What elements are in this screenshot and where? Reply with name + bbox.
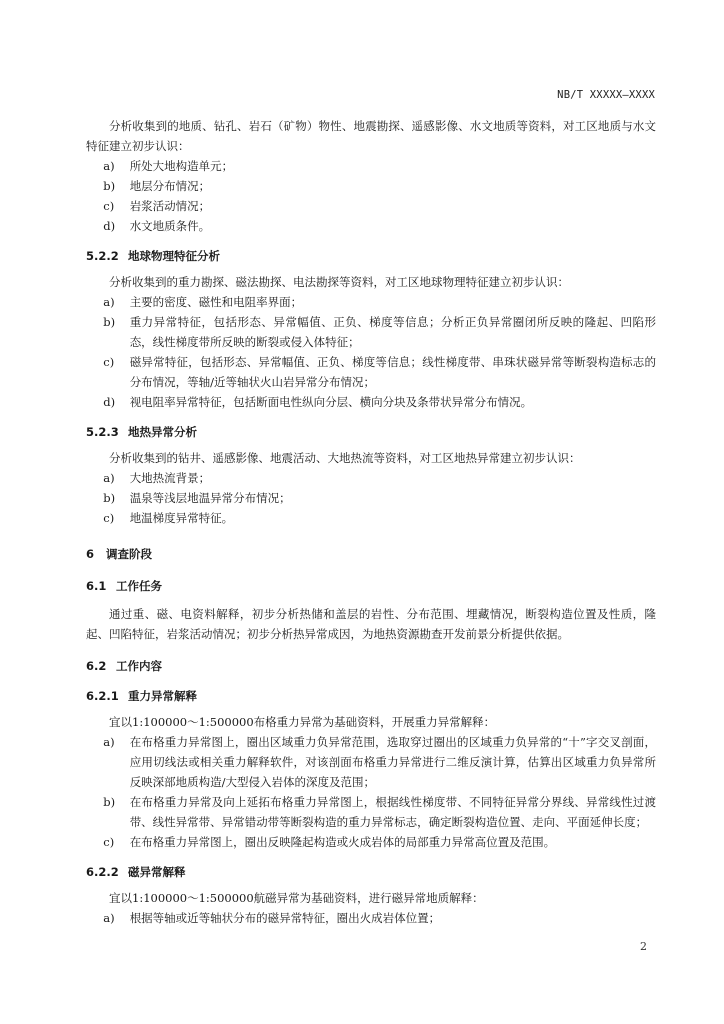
list-item-text: 岩浆活动情况； — [129, 199, 211, 213]
document-body — [86, 116, 656, 928]
section-title: 重力异常解释 — [128, 689, 197, 703]
chapter-number: 6 — [86, 547, 95, 561]
section-number: 6.1 — [86, 579, 107, 593]
item-list — [86, 292, 656, 412]
section-heading — [86, 686, 656, 706]
list-item — [103, 216, 656, 236]
item-list — [86, 732, 656, 852]
list-item-text: 地温梯度异常特征。 — [129, 511, 234, 525]
section-title: 工作任务 — [116, 579, 162, 593]
list-marker: a) — [103, 295, 115, 309]
section-title: 磁异常解释 — [128, 865, 186, 879]
list-item-text: 在布格重力异常及向上延拓布格重力异常图上，根据线性梯度带、不同特征异常分界线、异常线性过渡带、线性异常带、异常错动带等断裂构造的重力异常标志，确定断裂构造位置、走向、平面延伸长度； — [129, 795, 656, 829]
list-item — [103, 292, 656, 312]
section-number: 5.2.3 — [86, 425, 119, 439]
list-marker: a) — [103, 911, 115, 925]
standard-code: NB/T XXXXX—XXXX — [557, 89, 655, 101]
list-marker: d) — [103, 219, 116, 233]
section-heading — [86, 246, 656, 266]
section-5-2-1 — [86, 116, 656, 236]
list-item — [103, 792, 656, 832]
section-intro: 分析收集到的钻井、遥感影像、地震活动、大地热流等资料，对工区地热异常建立初步认识： — [109, 451, 581, 465]
section-number: 6.2.2 — [86, 865, 119, 879]
list-item — [103, 832, 656, 852]
list-item — [103, 312, 656, 352]
list-item-text: 温泉等浅层地温异常分布情况； — [129, 491, 291, 505]
section-number: 5.2.2 — [86, 249, 119, 263]
section-number: 6.2.1 — [86, 689, 119, 703]
list-item — [103, 176, 656, 196]
list-marker: b) — [103, 491, 116, 505]
section-heading — [86, 576, 656, 596]
list-marker: c) — [103, 511, 115, 525]
section-6-2-2 — [86, 862, 656, 928]
list-item-text: 重力异常特征，包括形态、异常幅值、正负、梯度等信息；分析正负异常圈闭所反映的隆起、凹陷形态，线性梯度带所反映的断裂或侵入体特征； — [129, 315, 656, 349]
section-text: 通过重、磁、电资料解释，初步分析热储和盖层的岩性、分布范围、埋藏情况，断裂构造位置及性质，隆起、凹陷特征，岩浆活动情况；初步分析热异常成因，为地热资源勘查开发前景分析提供依据。 — [86, 607, 656, 641]
item-list — [86, 468, 656, 528]
list-item-text: 视电阻率异常特征，包括断面电性纵向分层、横向分块及条带状异常分布情况。 — [129, 395, 533, 409]
list-marker: a) — [103, 159, 115, 173]
list-marker: a) — [103, 471, 115, 485]
list-item — [103, 468, 656, 488]
section-title: 工作内容 — [116, 659, 162, 673]
list-item — [103, 352, 656, 392]
item-list — [86, 908, 656, 928]
section-intro: 宜以1:100000～1:500000航磁异常为基础资料，进行磁异常地质解释： — [109, 891, 484, 905]
list-item-text: 根据等轴或近等轴状分布的磁异常特征，圈出火成岩体位置； — [129, 911, 441, 925]
section-title: 地热异常分析 — [128, 425, 197, 439]
section-number: 6.2 — [86, 659, 107, 673]
page-number: 2 — [640, 940, 647, 953]
list-item-text: 地层分布情况； — [129, 179, 211, 193]
section-title: 地球物理特征分析 — [128, 249, 220, 263]
list-item-text: 所处大地构造单元； — [129, 159, 234, 173]
list-marker: c) — [103, 199, 115, 213]
section-intro: 宜以1:100000～1:500000布格重力异常为基础资料，开展重力异常解释： — [109, 715, 496, 729]
list-item-text: 大地热流背景； — [129, 471, 211, 485]
chapter-title: 调查阶段 — [106, 547, 152, 561]
section-heading — [86, 862, 656, 882]
list-item — [103, 908, 656, 928]
section-intro: 分析收集到的地质、钻孔、岩石（矿物）物性、地震勘探、遥感影像、水文地质等资料，对工区地质与水文特征建立初步认识： — [86, 119, 656, 153]
list-marker: b) — [103, 795, 116, 809]
section-heading — [86, 422, 656, 442]
section-heading-6-2 — [86, 656, 656, 676]
list-marker: b) — [103, 315, 116, 329]
list-item — [103, 488, 656, 508]
chapter-heading — [86, 544, 656, 564]
list-marker: c) — [103, 355, 115, 369]
list-marker: a) — [103, 735, 115, 749]
section-6-2-1 — [86, 686, 656, 852]
list-item-text: 在布格重力异常图上，圈出反映隆起构造或火成岩体的局部重力异常高位置及范围。 — [129, 835, 556, 849]
list-item — [103, 392, 656, 412]
list-item-text: 磁异常特征，包括形态、异常幅值、正负、梯度等信息；线性梯度带、串珠状磁异常等断裂构造标志的分布情况，等轴/近等轴状火山岩异常分布情况； — [129, 355, 656, 389]
list-item — [103, 156, 656, 176]
section-6-1 — [86, 576, 656, 644]
item-list — [86, 156, 656, 236]
section-intro: 分析收集到的重力勘探、磁法勘探、电法勘探等资料，对工区地球物理特征建立初步认识： — [109, 275, 569, 289]
list-item-text: 主要的密度、磁性和电阻率界面； — [129, 295, 303, 309]
list-marker: b) — [103, 179, 116, 193]
list-item — [103, 732, 656, 792]
list-item-text: 水文地质条件。 — [129, 219, 211, 233]
list-item — [103, 508, 656, 528]
list-marker: c) — [103, 835, 115, 849]
section-5-2-3 — [86, 422, 656, 528]
list-item-text: 在布格重力异常图上，圈出区域重力负异常范围，选取穿过圈出的区域重力负异常的“十”字交叉剖面，应用切线法或相关重力解释软件，对该剖面布格重力异常进行二维反演计算，估算出区域重力负异常所反映深部地质构造/大型侵入岩体的深度及范围； — [129, 735, 656, 789]
section-5-2-2 — [86, 246, 656, 412]
list-item — [103, 196, 656, 216]
list-marker: d) — [103, 395, 116, 409]
